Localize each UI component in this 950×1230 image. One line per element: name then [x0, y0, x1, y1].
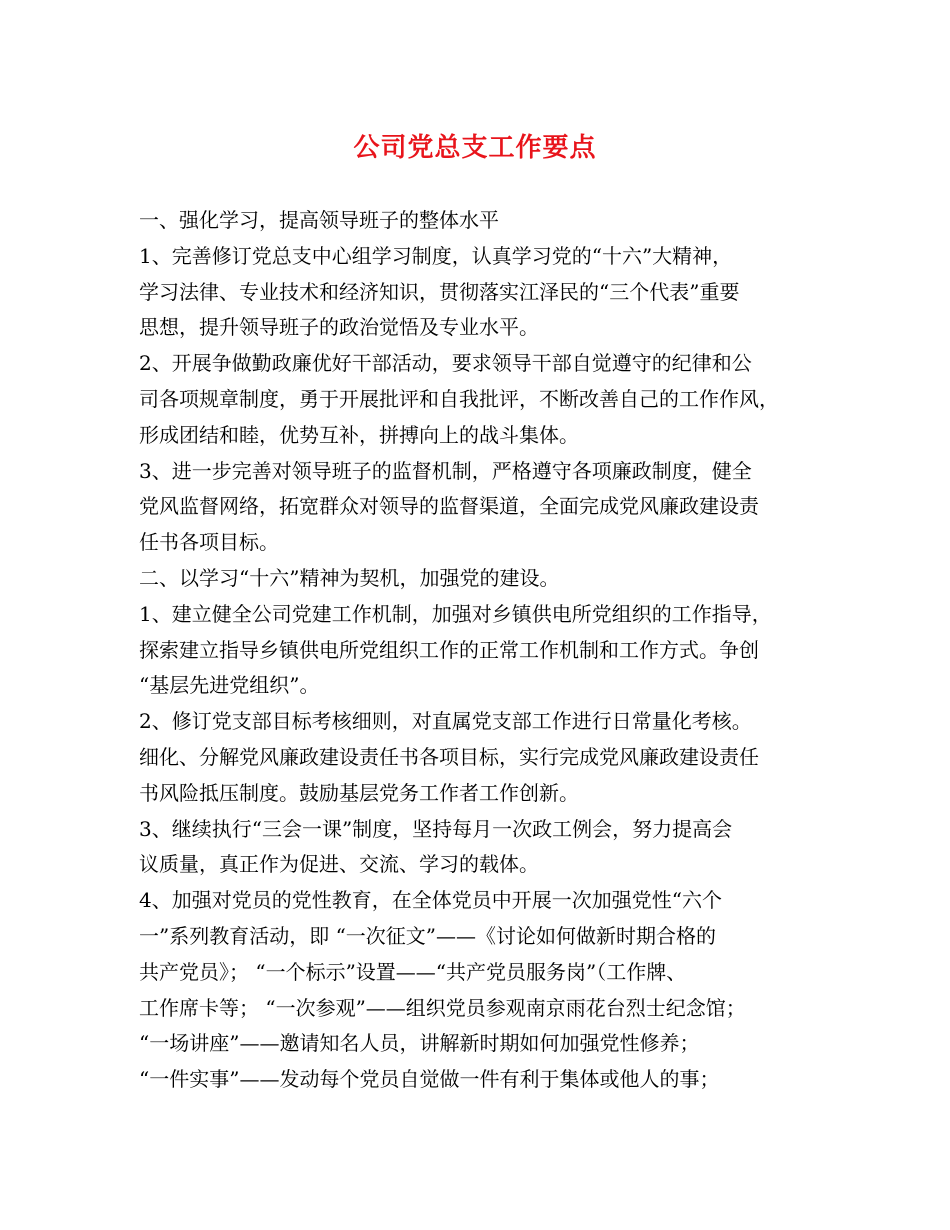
body-line: 司各项规章制度，勇于开展批评和自我批评，不断改善自己的工作作风， — [139, 386, 779, 411]
body-line: “基层先进党组织”。 — [139, 673, 320, 698]
body-line: 任书各项目标。 — [139, 530, 279, 555]
document-title: 公司党总支工作要点 — [353, 133, 597, 163]
section-heading-1: 一、强化学习，提高领导班子的整体水平 — [139, 208, 499, 232]
body-line: 3、进一步完善对领导班子的监督机制，严格遵守各项廉政制度，健全 — [139, 458, 752, 483]
body-line: 学习法律、专业技术和经济知识，贯彻落实江泽民的“三个代表”重要 — [139, 279, 740, 304]
body-line: 形成团结和睦，优势互补，拼搏向上的战斗集体。 — [139, 422, 579, 447]
body-line: 3、继续执行“三会一课”制度，坚持每月一次政工例会，努力提高会 — [139, 816, 733, 841]
body-line: “一场讲座”——邀请知名人员，讲解新时期如何加强党性修养； — [139, 1031, 700, 1056]
body-line: “一件实事”——发动每个党员自觉做一件有利于集体或他人的事； — [139, 1067, 720, 1092]
body-line: 1、完善修订党总支中心组学习制度，认真学习党的“十六”大精神， — [139, 243, 733, 268]
body-line: 共产党员》； “一个标示”设置——“共产党员服务岗”（工作牌、 — [139, 959, 687, 984]
body-line: 细化、分解党风廉政建设责任书各项目标，实行完成党风廉政建设责任 — [139, 744, 759, 769]
body-line: 4、加强对党员的党性教育，在全体党员中开展一次加强党性“六个 — [139, 888, 722, 913]
body-line: 议质量，真正作为促进、交流、学习的载体。 — [139, 852, 539, 877]
body-line: 1、建立健全公司党建工作机制，加强对乡镇供电所党组织的工作指导， — [139, 601, 772, 626]
body-line: 2、修订党支部目标考核细则，对直属党支部工作进行日常量化考核。 — [139, 709, 752, 734]
body-line: 探索建立指导乡镇供电所党组织工作的正常工作机制和工作方式。争创 — [139, 637, 759, 662]
body-line: 工作席卡等； “一次参观”——组织党员参观南京雨花台烈士纪念馆； — [139, 995, 746, 1020]
body-line: 2、开展争做勤政廉优好干部活动，要求领导干部自觉遵守的纪律和公 — [139, 351, 752, 376]
body-line: 党风监督网络，拓宽群众对领导的监督渠道，全面完成党风廉政建设责 — [139, 494, 759, 519]
body-line: 书风险抵压制度。鼓励基层党务工作者工作创新。 — [139, 780, 579, 805]
section-heading-2: 二、以学习“十六”精神为契机，加强党的建设。 — [139, 565, 560, 590]
document-body — [139, 203, 829, 1098]
body-line: 思想，提升领导班子的政治觉悟及专业水平。 — [139, 315, 539, 340]
body-line: 一”系列教育活动，即 “一次征文”——《讨论如何做新时期合格的 — [139, 923, 717, 948]
